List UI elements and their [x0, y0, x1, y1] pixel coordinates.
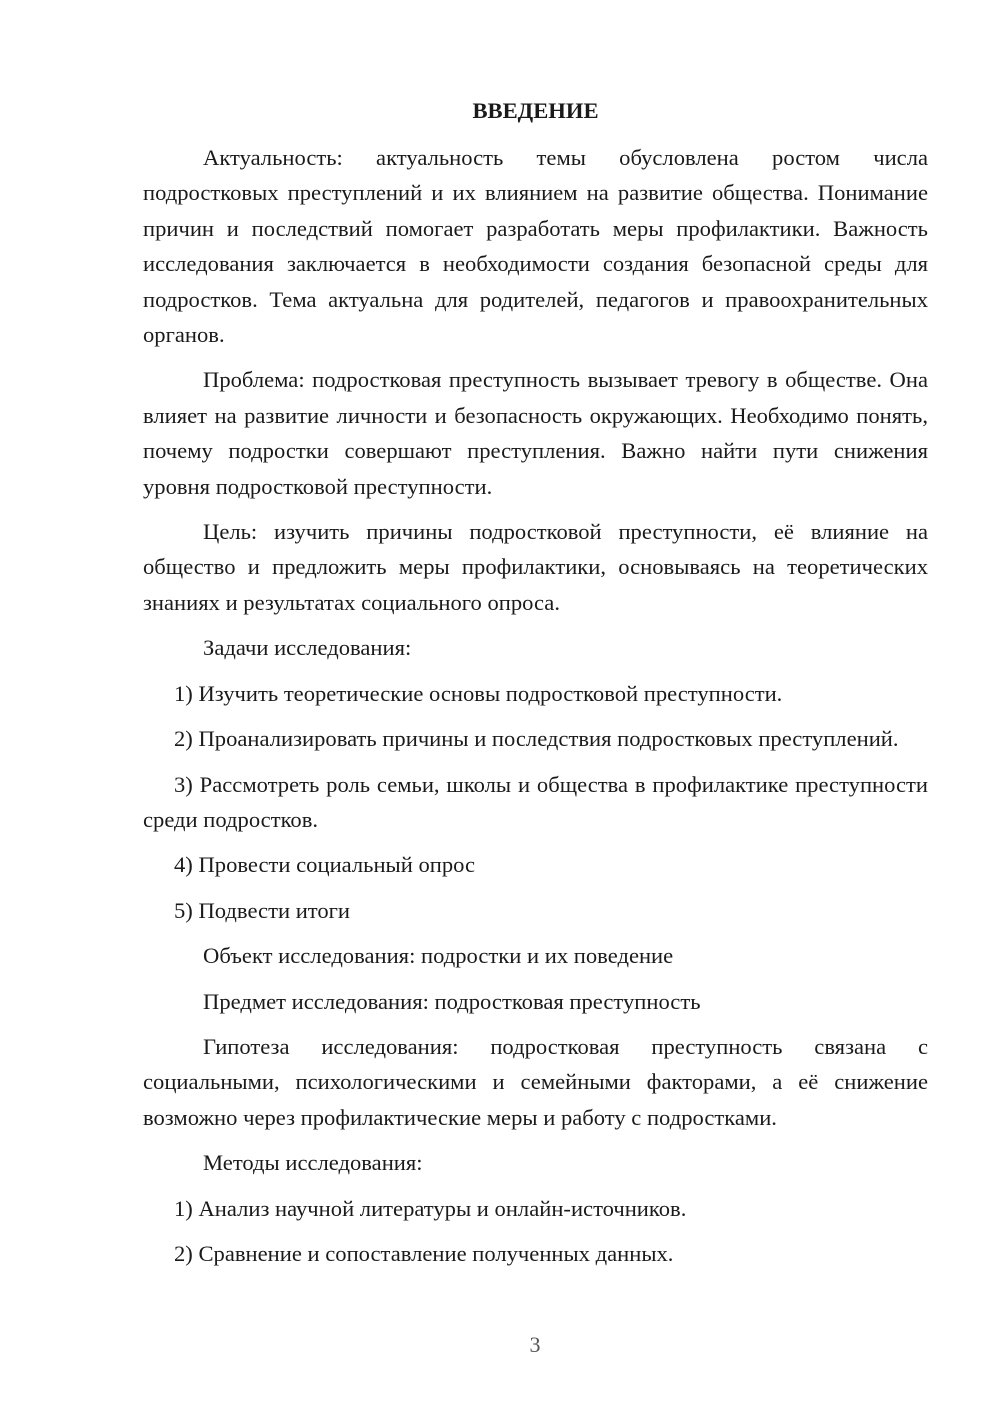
- subject-paragraph: Предмет исследования: подростковая преступность: [203, 988, 701, 1014]
- task-item-5: 5) Подвести итоги: [174, 897, 351, 923]
- relevance-paragraph: Актуальность: актуальность темы обусловлена ростом числа подростковых преступлений и их влиянием на развитие общества. Понимание причин и последствий помогает разработать меры профилактики. Важность исследования заключается в необходимости создания безопасной среды для подростков. Тема актуальна для родителей, педагогов и правоохранительных органов.: [143, 145, 928, 348]
- task-item-1: 1) Изучить теоретические основы подростковой преступности.: [174, 680, 783, 706]
- problem-paragraph: Проблема: подростковая преступность вызывает тревогу в обществе. Она влияет на развитие личности и безопасность окружающих. Необходимо понять, почему подростки совершают преступления. Важно найти пути снижения уровня подростковой преступности.: [143, 367, 928, 499]
- method-item-2: 2) Сравнение и сопоставление полученных данных.: [174, 1240, 674, 1266]
- hypothesis-paragraph: Гипотеза исследования: подростковая преступность связана с социальными, психологическими и семейными факторами, а её снижение возможно через профилактические меры и работу с подростками.: [143, 1033, 928, 1130]
- page-number: 3: [529, 1332, 541, 1357]
- task-item-3: 3) Рассмотреть роль семьи, школы и общества в профилактике преступности среди подростков.: [143, 771, 928, 832]
- task-item-4: 4) Провести социальный опрос: [174, 852, 476, 878]
- document-page: [143, 96, 928, 1281]
- goal-paragraph: Цель: изучить причины подростковой преступности, её влияние на общество и предложить меры профилактики, основываясь на теоретических знаниях и результатах социального опроса.: [143, 519, 928, 615]
- section-heading: ВВЕДЕНИЕ: [472, 98, 599, 123]
- method-item-1: 1) Анализ научной литературы и онлайн-источников.: [174, 1195, 687, 1221]
- methods-label: Методы исследования:: [203, 1150, 423, 1176]
- object-paragraph: Объект исследования: подростки и их поведение: [203, 943, 674, 969]
- tasks-label: Задачи исследования:: [203, 635, 412, 661]
- task-item-2: 2) Проанализировать причины и последствия подростковых преступлений.: [174, 726, 899, 752]
